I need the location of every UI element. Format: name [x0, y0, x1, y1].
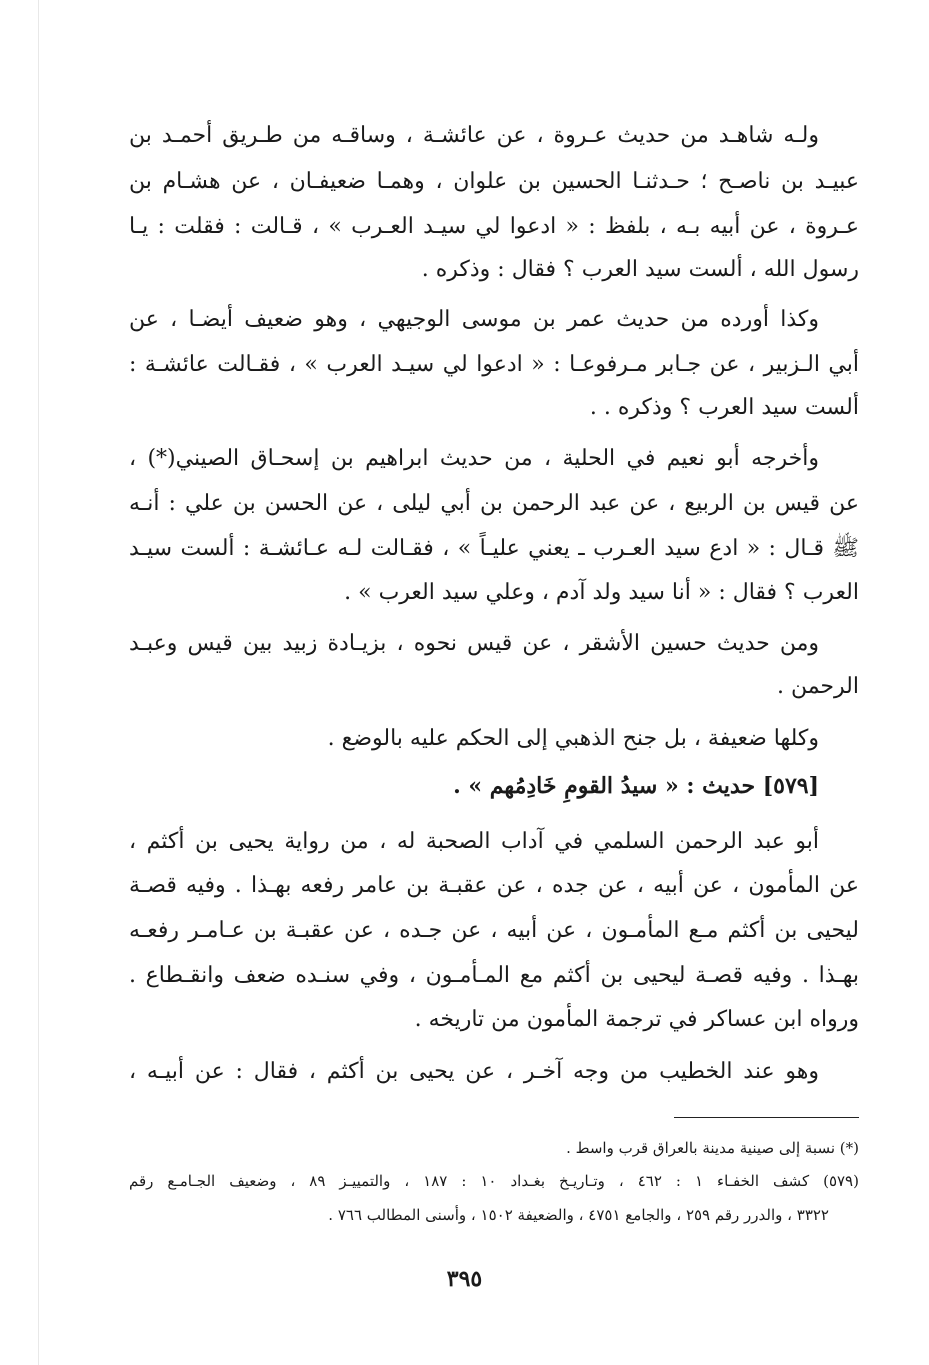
paragraph-4-line-2: الرحمن .	[776, 674, 859, 699]
paragraph-2-line-2: أبي الـزبير ، عن جـابر مـرفوعـا : « ادعوا لي سيـد العرب » ، فقـالت عائشـة :	[129, 352, 859, 377]
paragraph-7-line-2: عن المأمون ، عن أبيه ، عن جده ، عن عقبـة بن عامر رفعه بهـذا . وفيه قصـة	[129, 873, 859, 898]
paragraph-8-line-1: وهو عند الخطيب من وجه آخـر ، عن يحيى بن أكثم ، فقال : عن أبيـه ،	[129, 1059, 819, 1084]
paragraph-2-line-1: وكذا أورده من حديث عمر بن موسى الوجيهي ، وهو ضعيف أيضـا ، عن	[129, 307, 819, 332]
paragraph-3-line-3: ﷺ قـال : « ادع سيد العـرب ـ يعني عليـاً » ، فقـالت لـه عـائشـة : ألست سيـد	[129, 536, 859, 561]
paragraph-1-line-4: رسول الله ، ألست سيد العرب ؟ فقال : وذكره .	[421, 257, 859, 282]
paragraph-1-line-3: عـروة ، عن أبيه بـه ، بلفظ : « ادعوا لي سيـد العـرب » ، قـالت : فقلت : يـا	[129, 214, 859, 239]
paragraph-1-line-2: عبيـد بن ناصـح ؛ حـدثنـا الحسين بن علوان ، وهمـا ضعيفـان ، عن هشـام بن	[129, 169, 859, 194]
paragraph-4-line-1: ومن حديث حسين الأشقر ، عن قيس نحوه ، بزيـادة زبيد بين قيس وعبـد	[129, 631, 819, 656]
page-number: ٣٩٥	[446, 1266, 483, 1292]
paragraph-7-line-3: ليحيى بن أكثم مـع المأمـون ، عن أبيه ، عن جـده ، عن عقبـة بن عـامـر رفعـه	[129, 918, 859, 943]
paragraph-7-line-5: ورواه ابن عساكر في ترجمة المأمون من تاريخه .	[414, 1007, 859, 1032]
paragraph-1-line-1: ولـه شاهـد من حديث عـروة ، عن عائشـة ، وساقـه من طـريق أحمـد بن	[129, 123, 819, 148]
paragraph-3-line-2: عن قيس بن الربيع ، عن عبد الرحمن بن أبي ليلى ، عن الحسن بن علي : أنـه	[129, 491, 859, 516]
paragraph-5-line-1: وكلها ضعيفة ، بل جنح الذهبي إلى الحكم عليه بالوضع .	[327, 726, 819, 751]
footnote-1: (*) نسبة إلى صينية مدينة بالعراق قرب واسط .	[566, 1139, 859, 1157]
paragraph-3-line-1: وأخرجه أبو نعيم في الحلية ، من حديث ابراهيم بن إسحـاق الصيني(*) ،	[129, 446, 819, 471]
scan-edge	[38, 0, 39, 1365]
paragraph-7-line-1: أبو عبد الرحمن السلمي في آداب الصحبة له ، من رواية يحيى بن أكثم ،	[129, 829, 819, 854]
paragraph-7-line-4: بهـذا . وفيه قصـة ليحيى بن أكثم مع المـأمـون ، وفي سنـده ضعف وانقـطاع .	[129, 963, 859, 988]
footnote-2-line-1: (٥٧٩) كشف الخفـاء ١ : ٤٦٢ ، وتـاريـخ بغـداد ١٠ : ١٨٧ ، والتمييـز ٨٩ ، وضعيف الجـامـع رقم	[129, 1172, 859, 1190]
footnote-2-line-2: ٣٣٢٢ ، والدرر رقم ٢٥٩ ، والجامع ٤٧٥١ ، والضعيفة ١٥٠٢ ، وأسنى المطالب ٧٦٦ .	[328, 1206, 829, 1224]
paragraph-2-line-3: ألست سيد العرب ؟ وذكره . .	[589, 395, 859, 420]
hadith-heading: [٥٧٩] حديث : « سيدُ القومِ خَادِمُهم » .	[453, 773, 819, 799]
footnote-separator	[674, 1117, 859, 1118]
paragraph-3-line-4: العرب ؟ فقال : « أنا سيد ولد آدم ، وعلي سيد العرب » .	[344, 580, 859, 605]
